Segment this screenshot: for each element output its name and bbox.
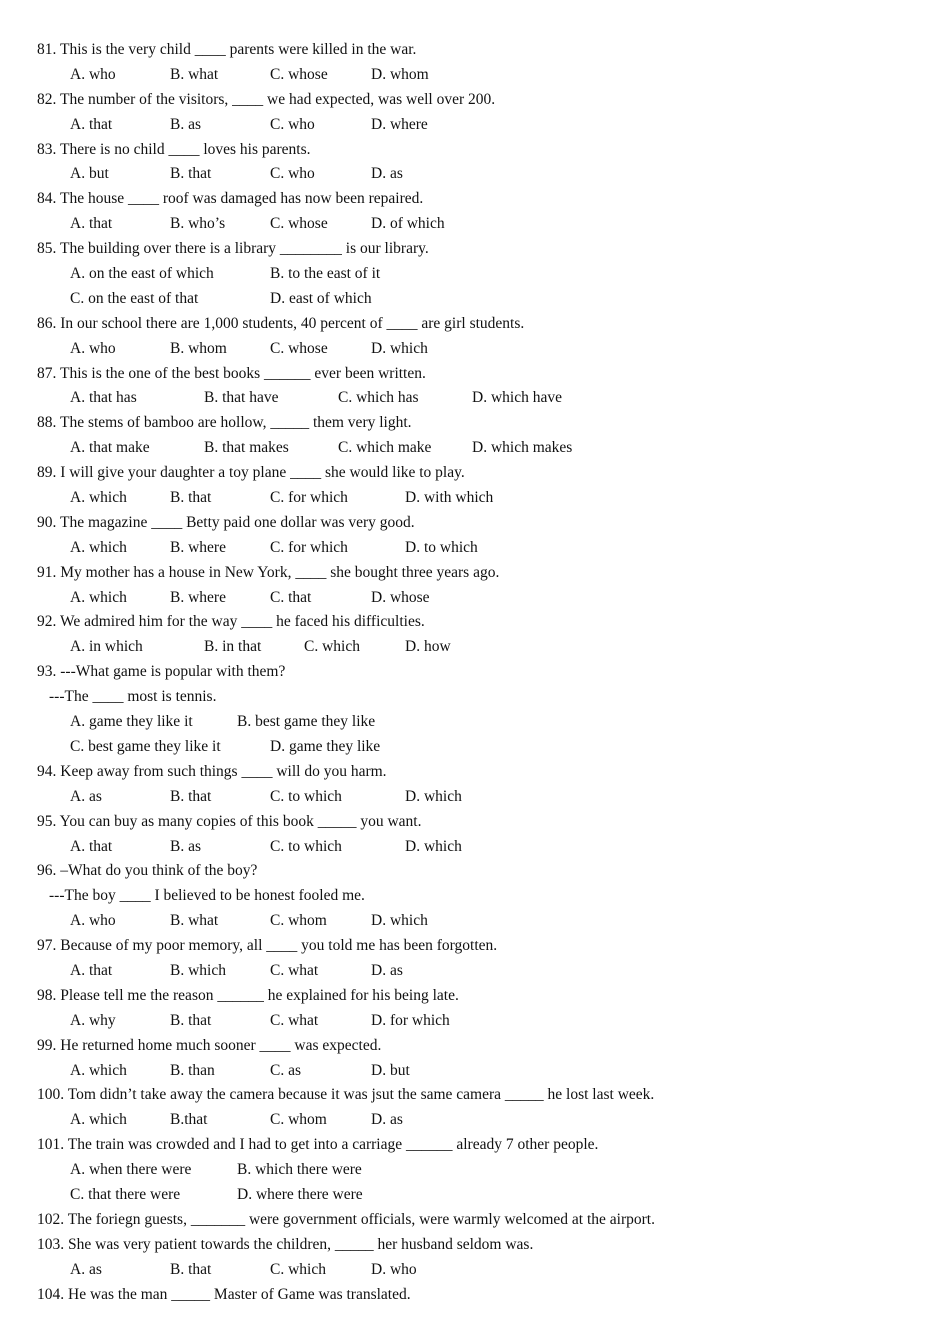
answer-option: D. which makes xyxy=(472,439,573,457)
question-text: 95. You can buy as many copies of this book _____ you want. xyxy=(37,812,422,830)
answer-option: C. what xyxy=(270,1011,319,1029)
answer-options-row xyxy=(37,1009,917,1034)
answer-options-row xyxy=(37,1258,917,1283)
answer-option: B. as xyxy=(170,115,201,133)
answer-options-row xyxy=(37,710,917,735)
answer-option: A. who xyxy=(70,912,116,930)
answer-options-row xyxy=(37,1183,917,1208)
answer-option: A. on the east of which xyxy=(70,265,214,283)
answer-option: D. which xyxy=(405,837,462,855)
answer-options-row xyxy=(37,1108,917,1133)
answer-option: D. east of which xyxy=(270,289,372,307)
answer-option: A. that xyxy=(70,215,113,233)
answer-options-row xyxy=(37,337,917,362)
question-text: 84. The house ____ roof was damaged has now been repaired. xyxy=(37,190,424,208)
answer-option: C. to which xyxy=(270,837,342,855)
answer-option: B. in that xyxy=(204,638,262,656)
answer-option: B. that xyxy=(170,165,212,183)
answer-option: B. than xyxy=(170,1061,215,1079)
answer-option: A. which xyxy=(70,1061,127,1079)
answer-option: B. what xyxy=(170,65,219,83)
answer-option: D. with which xyxy=(405,489,494,507)
question-text: 81. This is the very child ____ parents were killed in the war. xyxy=(37,41,417,58)
answer-option: D. which xyxy=(371,339,428,357)
question-text: 86. In our school there are 1,000 students, 40 percent of ____ are girl students. xyxy=(37,314,525,332)
answer-option: C. that there were xyxy=(70,1185,181,1203)
answer-options-row xyxy=(37,909,917,934)
answer-option: A. in which xyxy=(70,638,143,656)
question-text: 92. We admired him for the way ____ he faced his difficulties. xyxy=(37,613,425,631)
question-text: 99. He returned home much sooner ____ was expected. xyxy=(37,1036,382,1054)
answer-option: B. whom xyxy=(170,339,227,357)
answer-option: D. to which xyxy=(405,538,478,556)
answer-option: C. for which xyxy=(270,489,348,507)
answer-option: B. that xyxy=(170,1011,212,1029)
answer-option: D. as xyxy=(371,1111,403,1129)
answer-option: B. which there were xyxy=(237,1161,362,1179)
answer-option: C. for which xyxy=(270,538,348,556)
question-text: 98. Please tell me the reason ______ he explained for his being late. xyxy=(37,986,459,1004)
answer-option: C. to which xyxy=(270,787,342,805)
answer-options-row xyxy=(37,635,917,660)
answer-option: D. which xyxy=(405,787,462,805)
answer-option: A. which xyxy=(70,1111,127,1129)
answer-option: B. best game they like xyxy=(237,713,376,731)
answer-option: B. that makes xyxy=(204,439,289,457)
answer-option: A. why xyxy=(70,1011,116,1029)
dialogue-line: ---The ____ most is tennis. xyxy=(49,688,217,706)
question-text: 89. I will give your daughter a toy plane ____ she would like to play. xyxy=(37,464,465,482)
answer-option: A. as xyxy=(70,1260,102,1278)
answer-option: A. who xyxy=(70,65,116,83)
answer-option: D. where there were xyxy=(237,1185,363,1203)
answer-option: D. for which xyxy=(371,1011,450,1029)
answer-option: C. on the east of that xyxy=(70,289,199,307)
answer-option: C. which has xyxy=(338,389,419,407)
answer-options-row xyxy=(37,785,917,810)
question-text: 87. This is the one of the best books ______ ever been written. xyxy=(37,364,426,382)
answer-option: C. who xyxy=(270,165,315,183)
answer-option: B. that have xyxy=(204,389,279,407)
answer-option: A. which xyxy=(70,489,127,507)
dialogue-line: ---The boy ____ I believed to be honest fooled me. xyxy=(49,887,365,905)
answer-option: B. what xyxy=(170,912,219,930)
answer-option: A. that xyxy=(70,961,113,979)
answer-options-row xyxy=(37,212,917,237)
answer-options-row xyxy=(37,262,917,287)
question-text: 96. –What do you think of the boy? xyxy=(37,862,258,880)
answer-option: B. to the east of it xyxy=(270,265,381,283)
question-text: 104. He was the man _____ Master of Game was translated. xyxy=(37,1285,411,1303)
answer-option: D. where xyxy=(371,115,428,133)
answer-option: C. best game they like it xyxy=(70,737,221,755)
answer-option: D. who xyxy=(371,1260,417,1278)
question-text: 91. My mother has a house in New York, ____ she bought three years ago. xyxy=(37,563,500,581)
answer-option: B. where xyxy=(170,588,226,606)
question-text: 88. The stems of bamboo are hollow, _____ them very light. xyxy=(37,414,412,432)
answer-option: B. who’s xyxy=(170,215,226,233)
answer-option: B. that xyxy=(170,787,212,805)
answer-options-row xyxy=(37,63,917,88)
answer-option: D. as xyxy=(371,961,403,979)
answer-option: A. as xyxy=(70,787,102,805)
answer-options-row xyxy=(37,1059,917,1084)
answer-option: D. as xyxy=(371,165,403,183)
answer-option: D. which xyxy=(371,912,428,930)
answer-option: A. that xyxy=(70,115,113,133)
question-text: 93. ---What game is popular with them? xyxy=(37,663,286,681)
answer-option: C. which make xyxy=(338,439,432,457)
answer-option: C. who xyxy=(270,115,315,133)
answer-options-row xyxy=(37,735,917,760)
answer-option: B. as xyxy=(170,837,201,855)
answer-option: D. but xyxy=(371,1061,410,1079)
answer-option: B. that xyxy=(170,1260,212,1278)
answer-option: B. that xyxy=(170,489,212,507)
answer-option: A. that has xyxy=(70,389,137,407)
answer-option: A. that xyxy=(70,837,113,855)
answer-option: D. how xyxy=(405,638,451,656)
answer-option: A. game they like it xyxy=(70,713,193,731)
answer-option: A. when there were xyxy=(70,1161,192,1179)
answer-option: D. whom xyxy=(371,65,429,83)
answer-option: C. whose xyxy=(270,339,328,357)
answer-options-row xyxy=(37,486,917,511)
question-text: 103. She was very patient towards the children, _____ her husband seldom was. xyxy=(37,1235,534,1253)
answer-option: A. which xyxy=(70,588,127,606)
question-text: 97. Because of my poor memory, all ____ you told me has been forgotten. xyxy=(37,937,498,955)
worksheet xyxy=(37,38,917,1307)
answer-option: C. which xyxy=(270,1260,326,1278)
question-text: 102. The foriegn guests, _______ were government officials, were warmly welcomed at the airport. xyxy=(37,1210,655,1228)
answer-option: C. that xyxy=(270,588,312,606)
answer-option: C. whom xyxy=(270,1111,327,1129)
answer-option: C. whom xyxy=(270,912,327,930)
question-text: 94. Keep away from such things ____ will do you harm. xyxy=(37,762,387,780)
question-text: 83. There is no child ____ loves his parents. xyxy=(37,140,311,158)
answer-option: C. what xyxy=(270,961,319,979)
answer-options-row xyxy=(37,835,917,860)
answer-option: D. which have xyxy=(472,389,562,407)
answer-option: C. as xyxy=(270,1061,301,1079)
answer-option: A. who xyxy=(70,339,116,357)
answer-option: D. of which xyxy=(371,215,445,233)
answer-option: A. but xyxy=(70,165,109,183)
answer-option: C. whose xyxy=(270,215,328,233)
answer-options-row xyxy=(37,287,917,312)
answer-options-row xyxy=(37,386,917,411)
answer-option: D. game they like xyxy=(270,737,381,755)
answer-option: B. where xyxy=(170,538,226,556)
question-text: 85. The building over there is a library ________ is our library. xyxy=(37,240,429,258)
answer-option: C. which xyxy=(304,638,360,656)
answer-options-row xyxy=(37,536,917,561)
question-text: 101. The train was crowded and I had to get into a carriage ______ already 7 other people. xyxy=(37,1136,599,1154)
answer-option: C. whose xyxy=(270,65,328,83)
answer-option: D. whose xyxy=(371,588,430,606)
answer-options-row xyxy=(37,162,917,187)
answer-option: A. which xyxy=(70,538,127,556)
question-text: 100. Tom didn’t take away the camera because it was jsut the same camera _____ he lost last week. xyxy=(37,1086,655,1104)
answer-options-row xyxy=(37,586,917,611)
answer-options-row xyxy=(37,959,917,984)
answer-option: B. which xyxy=(170,961,226,979)
question-text: 82. The number of the visitors, ____ we had expected, was well over 200. xyxy=(37,90,496,108)
answer-options-row xyxy=(37,436,917,461)
answer-options-row xyxy=(37,1158,917,1183)
answer-option: A. that make xyxy=(70,439,150,457)
answer-options-row xyxy=(37,113,917,138)
answer-option: B.that xyxy=(170,1111,208,1129)
question-text: 90. The magazine ____ Betty paid one dollar was very good. xyxy=(37,513,415,531)
